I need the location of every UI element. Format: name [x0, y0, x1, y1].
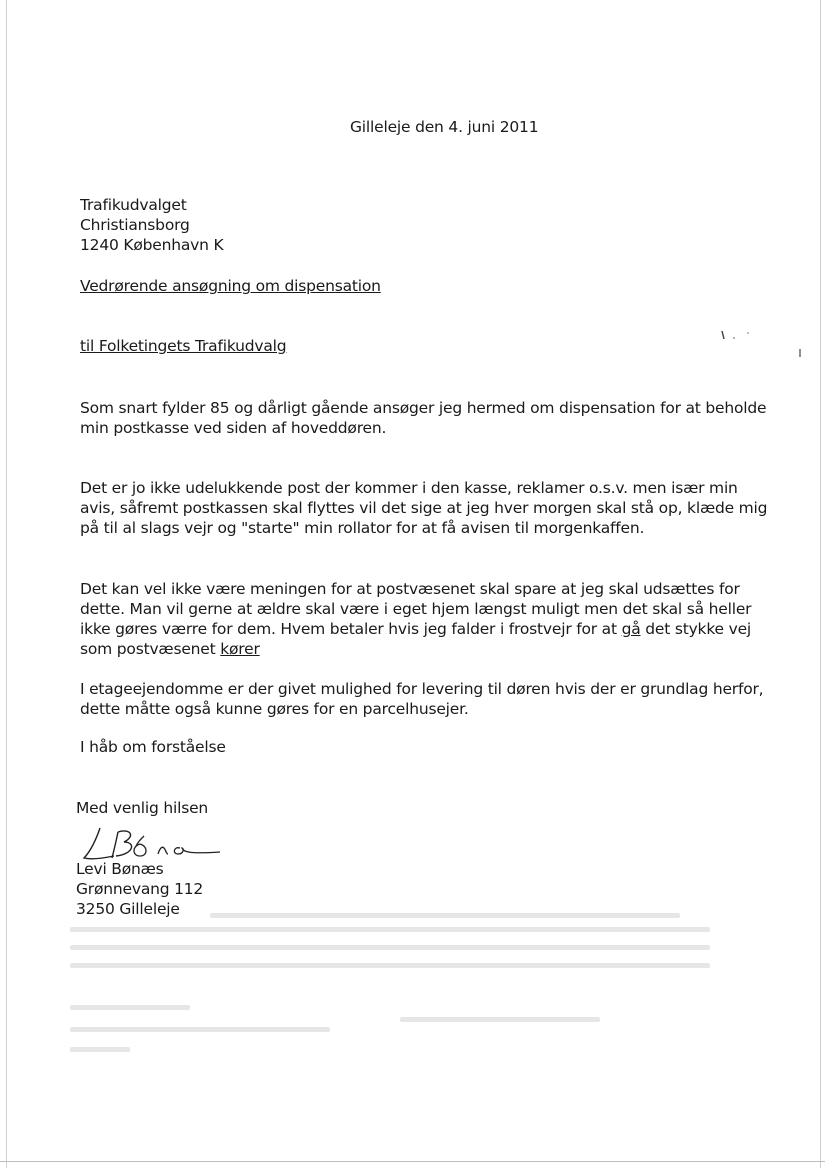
paragraph-4 — [80, 679, 763, 719]
paragraph-1 — [80, 398, 766, 438]
recipient-line-2: Christiansborg — [80, 216, 190, 234]
paragraph-2-line-3: på til al slags vejr og "starte" min rollator for at få avisen til morgenkaffen. — [80, 519, 645, 537]
subject-line-1: Vedrørende ansøgning om dispensation — [80, 277, 381, 295]
paragraph-3-line-3-start: ikke gøres værre for dem. Hvem betaler hvis jeg falder i frostvejr for at — [80, 620, 622, 638]
sender-street: Grønnevang 112 — [76, 880, 204, 898]
scan-edge-bottom — [0, 1161, 825, 1162]
paragraph-3-line-3 — [80, 619, 751, 639]
paragraph-5: I håb om forståelse — [80, 738, 226, 756]
underlined-word-korer: kører — [220, 640, 260, 658]
paragraph-1-line-1: Som snart fylder 85 og dårligt gående ansøger jeg hermed om dispensation for at beholde — [80, 399, 767, 417]
paragraph-3-line-4 — [80, 639, 751, 659]
recipient-line-3: 1240 København K — [80, 236, 224, 254]
sender-city: 3250 Gilleleje — [76, 900, 180, 918]
letter-date: Gilleleje den 4. juni 2011 — [350, 118, 539, 136]
paragraph-2 — [80, 478, 767, 538]
paragraph-1-line-2: min postkasse ved siden af hoveddøren. — [80, 419, 387, 437]
underlined-word-ga: gå — [621, 620, 641, 638]
paragraph-3-line-3-end: det stykke vej — [640, 620, 752, 638]
paragraph-2-line-2: avis, såfremt postkassen skal flyttes vil det sige at jeg hver morgen skal stå op, klæde mig — [80, 499, 768, 517]
subject-line-2: til Folketingets Trafikudvalg — [80, 337, 287, 355]
paragraph-3 — [80, 579, 751, 659]
paragraph-4-line-2: dette måtte også kunne gøres for en parcelhusejer. — [80, 700, 469, 718]
closing-greeting: Med venlig hilsen — [76, 799, 209, 817]
paragraph-4-line-1: I etageejendomme er der givet mulighed for levering til døren hvis der er grundlag herfor, — [80, 680, 764, 698]
recipient-address — [80, 195, 223, 255]
recipient-line-1: Trafikudvalget — [80, 196, 187, 214]
scan-edge-right — [820, 0, 821, 1168]
paragraph-2-line-1: Det er jo ikke udelukkende post der kommer i den kasse, reklamer o.s.v. men især min — [80, 479, 738, 497]
sender-name: Levi Bønæs — [76, 860, 164, 878]
paragraph-3-line-1: Det kan vel ikke være meningen for at postvæsenet skal spare at jeg skal udsættes for — [80, 580, 740, 598]
paragraph-3-line-2: dette. Man vil gerne at ældre skal være i eget hjem længst muligt men det skal så heller — [80, 600, 752, 618]
faded-bleedthrough-text — [60, 905, 760, 1065]
paragraph-3-line-4-start: som postvæsenet — [80, 640, 221, 658]
scan-speck-marks — [718, 325, 808, 365]
scan-edge-left — [6, 0, 7, 1168]
